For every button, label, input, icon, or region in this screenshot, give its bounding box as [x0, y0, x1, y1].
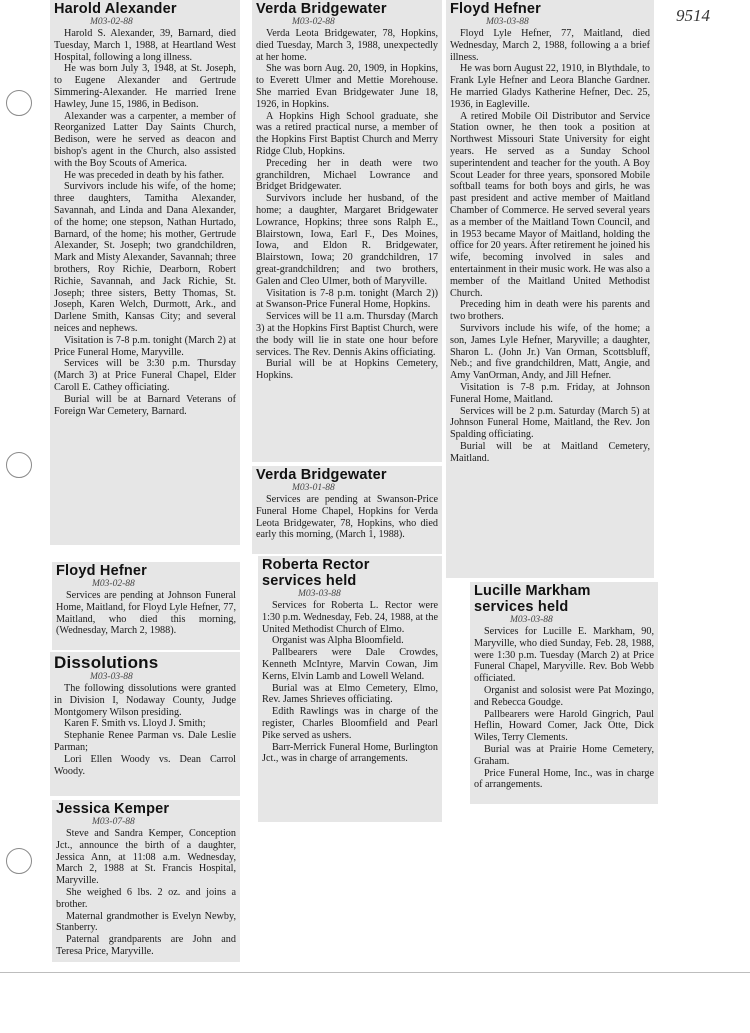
obituary-verda-bridgewater — [252, 0, 442, 462]
paragraph: Burial will be at Hopkins Cemetery, Hopkins. — [256, 358, 438, 382]
binder-hole — [6, 452, 32, 478]
paragraph: The following dissolutions were granted in Division I, Nodaway County, Judge Montgomery Wilson presiding. — [54, 683, 236, 718]
handwritten-date: M03-07-88 — [92, 817, 135, 827]
paragraph: A retired Mobile Oil Distributor and Service Station owner, he then took a position at Northwest Missouri State University for eight years. He served as a Sunday School superintendent and teacher for the youth. A Boy Scout Leader for three years, sponsored Mobile softball teams for both boys and girls, he was past president and active member of Maitland Chamber of Commerce. He served several years as a member of the Maitland Town Council, and in 1953 became Mayor of Maitland, holding the office for 20 years. After retirement he joined his wife, becoming involved in sales and entertainment in their music work. He was also a member of the Maitland United Methodist Church. — [450, 110, 650, 299]
article-body — [474, 626, 654, 791]
paragraph: Burial was at Elmo Cemetery, Elmo, Rev. James Shrieves officiating. — [262, 682, 438, 706]
handwritten-date: M03-03-88 — [90, 672, 133, 682]
paragraph: Harold S. Alexander, 39, Barnard, died Tuesday, March 1, 1988, at Heartland West Hospital, following a long illness. — [54, 28, 236, 63]
paragraph: She was born Aug. 20, 1909, in Hopkins, to Everett Ulmer and Mettie Morehouse. She married Evan Bridgewater June 18, 1926, in Hopkins. — [256, 63, 438, 110]
paragraph: Burial will be at Barnard Veterans of Foreign War Cemetery, Barnard. — [54, 393, 236, 417]
headline: Verda Bridgewater — [256, 467, 387, 483]
paragraph: Visitation is 7-8 p.m. tonight (March 2) at Price Funeral Home, Maryville. — [54, 334, 236, 358]
paragraph: Verda Leota Bridgewater, 78, Hopkins, died Tuesday, March 3, 1988, unexpectedly at her home. — [256, 28, 438, 63]
notice-dissolutions — [50, 652, 240, 796]
handwritten-date: M03-03-88 — [510, 615, 553, 625]
paragraph: Survivors include his wife, of the home; three daughters, Tamitha Alexander, Savannah, and Linda and Dana Alexander, of the home; one stepson, Nathan Hurtado, Barnard, of the home; his mother, Gertrude Alexander, St. Joseph; two grandchildren, Mark and Misty Alexander, Savannah; three brothers, Roy Richie, Dearborn, Robert Richie, Savannah, and Jack Richie, St. Joseph; three sisters, Betty Thomas, St. Joseph, Karen Welch, Durmott, Ark., and Darlene Smith, Kansas City; and several neices and nephews. — [54, 181, 236, 334]
handwritten-date: M03-03-88 — [486, 17, 529, 27]
paragraph: Karen F. Smith vs. Lloyd J. Smith; — [64, 718, 206, 730]
paragraph: Stephanie Renee Parman vs. Dale Leslie Parman; — [54, 730, 236, 753]
handwritten-date: M03-02-88 — [292, 17, 335, 27]
paragraph: Price Funeral Home, Inc., was in charge of arrangements. — [474, 767, 654, 791]
paragraph: Services will be 11 a.m. Thursday (March 3) at the Hopkins First Baptist Church, were the body will lie in state one hour before services. The Rev. Dennis Akins officiating. — [256, 311, 438, 358]
paragraph: Burial was at Prairie Home Cemetery, Graham. — [474, 743, 654, 767]
paragraph: Edith Rawlings was in charge of the register, Charles Bloomfield and Pearl Pike served as ushers. — [262, 706, 438, 741]
paragraph: Barr-Merrick Funeral Home, Burlington Jct., was in charge of arrangements. — [262, 741, 438, 765]
paragraph: Preceding her in death were two granchildren, Michael Lowrance and Bridget Bridgewater. — [256, 157, 438, 193]
paragraph: Services for Lucille E. Markham, 90, Maryville, who died Sunday, Feb. 28, 1988, were 1:30 p.m. Tuesday (March 2) at Price Funeral Chapel, Maryville. Rev. Bob Webb officiated. — [474, 626, 654, 685]
article-body — [450, 28, 650, 464]
paragraph: Survivors include his wife, of the home; a son, James Lyle Hefner, Maryville; a daughter, Sharon L. (John Jr.) Van Orman, Scottsbluff, Neb.; and five grandchildren, Matt, Angie, and Amy VanOrman, Andy, and Jill Hefner. — [450, 322, 650, 382]
handwritten-date: M03-01-88 — [292, 483, 335, 493]
article-body — [56, 590, 236, 637]
paragraph: He was born August 22, 1910, in Blythdale, to Frank Lyle Hefner and Leora Blanche Gardner. He married Gladys Katherine Hefner, Dec. 25, 1936, in Eagleville. — [450, 63, 650, 110]
article-body — [256, 494, 438, 541]
paragraph: He was preceded in death by his father. — [64, 169, 225, 181]
paragraph: Survivors include her husband, of the home; a daughter, Margaret Bridgewater Lowrance, Hopkins; three sons Ralph E., Blairstown, Iowa, Earl F., Des Moines, Iowa, and Eldon R. Bridgewater, Blairstown, Iowa; 20 grandchildren, 17 great-grandchildren; and two brothers, Galen and Cleo Ulmer, both of Maryville. — [256, 193, 438, 287]
paragraph: Pallbearers were Harold Gingrich, Paul Heflin, Howard Comer, Jack Otte, Dick Wiles, Terry Clements. — [474, 708, 654, 744]
handwritten-date: M03-02-88 — [90, 17, 133, 27]
paragraph: Lori Ellen Woody vs. Dean Carrol Woody. — [54, 753, 236, 777]
paragraph: Paternal grandparents are John and Teresa Price, Maryville. — [56, 934, 236, 957]
paragraph: Steve and Sandra Kemper, Conception Jct., announce the birth of a daughter, Jessica Ann, at 11:08 a.m. Wednesday, March 2, 1988 at St. Francis Hospital, Maryville. — [56, 828, 236, 887]
paragraph: Services are pending at Johnson Funeral Home, Maitland, for Floyd Lyle Hefner, 77, Maitland, who died this morning, (Wednesday, March 2, 1988). — [56, 590, 236, 637]
binder-hole — [6, 848, 32, 874]
headline: Harold Alexander — [54, 1, 177, 17]
notice-floyd-hefner-pending — [52, 562, 240, 650]
notice-verda-bridgewater-pending — [252, 466, 442, 554]
paragraph: He was born July 3, 1948, at St. Joseph, to Eugene Alexander and Gertrude Simmering-Alexander. He married Irene Hawley, June 15, 1986, in Bedison. — [54, 63, 236, 110]
article-body — [54, 683, 236, 777]
obituary-harold-alexander — [50, 0, 240, 545]
paragraph: Organist was Alpha Bloomfield. — [272, 635, 404, 647]
obituary-floyd-hefner — [446, 0, 654, 578]
paragraph: Maternal grandmother is Evelyn Newby, Stanberry. — [56, 910, 236, 934]
paragraph: Visitation is 7-8 p.m. Friday, at Johnson Funeral Home, Maitland. — [450, 381, 650, 405]
paragraph: Services will be 3:30 p.m. Thursday (March 3) at Price Funeral Chapel, Elder Caroll E. Cathey officiating. — [54, 358, 236, 393]
binder-hole — [6, 90, 32, 116]
paragraph: Services will be 2 p.m. Saturday (March 5) at Johnson Funeral Home, Maitland, the Rev. Jon Spalding officiating. — [450, 405, 650, 441]
headline: Dissolutions — [54, 653, 159, 672]
headline: Floyd Hefner — [56, 563, 148, 579]
headline: Roberta Rector services held — [262, 557, 370, 589]
paragraph: Organist and solosist were Pat Mozingo, and Rebecca Goudge. — [474, 684, 654, 708]
birth-jessica-kemper — [52, 800, 240, 962]
article-body — [256, 28, 438, 382]
paragraph: Alexander was a carpenter, a member of Reorganized Latter Day Saints Church, Bedison, were he served as deacon and bishop's agent in the Church, also assisted with the Boy Scouts of America. — [54, 110, 236, 169]
page-number: 9514 — [676, 6, 710, 25]
article-body — [56, 828, 236, 958]
paragraph: She weighed 6 lbs. 2 oz. and joins a brother. — [56, 886, 236, 910]
headline: Lucille Markham services held — [474, 583, 591, 615]
article-body — [54, 28, 236, 417]
paragraph: Floyd Lyle Hefner, 77, Maitland, died Wednesday, March 2, 1988, following a a brief illness. — [450, 28, 650, 63]
paragraph: Pallbearers were Dale Crowdes, Kenneth McIntyre, Marvin Cowan, Jim Kerns, Elvin Lamb and Lowell Weland. — [262, 647, 438, 682]
scan-edge-line — [0, 972, 750, 973]
notice-lucille-markham — [470, 582, 658, 804]
headline: Floyd Hefner — [450, 1, 542, 17]
paragraph: Services for Roberta L. Rector were 1:30 p.m. Wednesday, Feb. 24, 1988, at the United Methodist Church of Elmo. — [262, 600, 438, 635]
article-body — [262, 600, 438, 765]
paragraph: Services are pending at Swanson-Price Funeral Home Chapel, Hopkins for Verda Leota Bridgewater, 78, Hopkins, who died early this morning, (March 1, 1988). — [256, 494, 438, 541]
paragraph: Burial will be at Maitland Cemetery, Maitland. — [450, 440, 650, 464]
headline: Verda Bridgewater — [256, 1, 387, 17]
paragraph: Preceding him in death were his parents and two brothers. — [450, 299, 650, 323]
paragraph: A Hopkins High School graduate, she was a retired practical nurse, a member of the Hopkins First Baptist Church and Merry Ridge Club, Hopkins. — [256, 110, 438, 157]
handwritten-date: M03-03-88 — [298, 589, 341, 599]
notice-roberta-rector — [258, 556, 442, 822]
handwritten-date: M03-02-88 — [92, 579, 135, 589]
headline: Jessica Kemper — [56, 801, 170, 817]
paragraph: Visitation is 7-8 p.m. tonight (March 2)) at Swanson-Price Funeral Home, Hopkins. — [256, 287, 438, 311]
